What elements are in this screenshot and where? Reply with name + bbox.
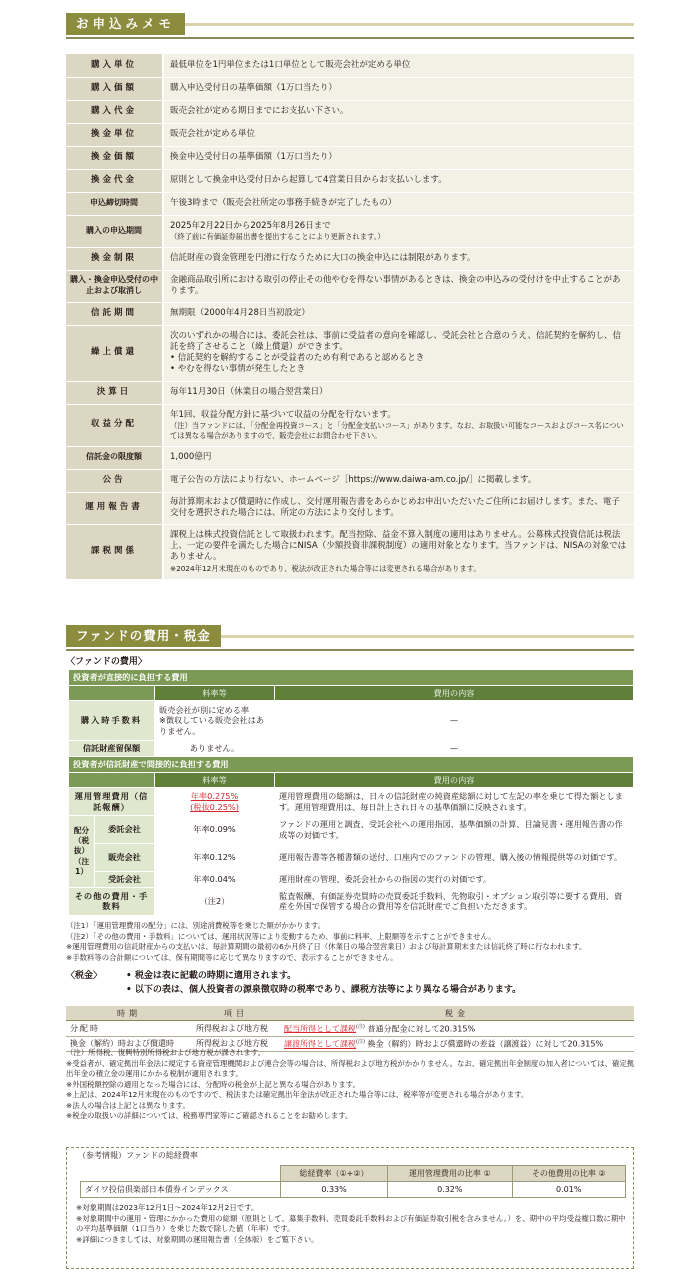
- note: （注2）「その他の費用・手数料」については、運用状況等により変動するため、事前に料率、上限額等を示すことができません。: [66, 931, 496, 941]
- table-row: [66, 270, 634, 302]
- row-value: 毎計算期末および償還時に作成し、交付運用報告書をあらかじめお申出いただいたご住所にお届けします。また、電子交付を選択された場合には、所定の方法により交付します。: [163, 492, 634, 524]
- table-row: [66, 469, 634, 492]
- row-label: 信託期間: [66, 302, 163, 325]
- column-header: 総経費率（①+②）: [281, 1166, 388, 1182]
- row-label: 購入単位: [66, 54, 163, 77]
- period-note: （終了前に有価証券届出書を提出することにより更新されます。）: [170, 231, 385, 241]
- row-value: [163, 524, 634, 579]
- row-label: 換金単位: [66, 123, 163, 146]
- desc-cell: 監査報酬、有価証券売買時の売買委託手数料、先物取引・オプション取引等に要する費用、資産を外国で保管する場合の費用等を信託財産でご負担いただきます。: [275, 887, 634, 915]
- table-row: [69, 887, 634, 915]
- other-cost-ratio: 0.01%: [512, 1182, 626, 1198]
- table-row: [66, 77, 634, 100]
- blank-cell: [81, 1166, 281, 1182]
- table-row: [69, 741, 634, 757]
- tax-type: 譲渡所得として課税: [284, 1039, 356, 1049]
- note-mark: (注): [356, 1023, 365, 1030]
- tax-intro: [66, 970, 521, 997]
- table-row: [69, 670, 634, 686]
- table-row: [69, 844, 634, 872]
- column-header: 時期: [66, 1006, 192, 1021]
- table-row: [66, 302, 634, 325]
- row-label: 申込締切時間: [66, 192, 163, 215]
- row-label: 購入代金: [66, 100, 163, 123]
- table-row: [81, 1182, 626, 1198]
- tax-table: [66, 1006, 634, 1052]
- note: ※受益者が、確定拠出年金法に規定する資産管理機関および連合会等の場合は、所得税および地方税がかかりません。なお、確定拠出年金制度の加入者については、確定拠出年金の積立金の運用にかかる税制が適用されます。: [66, 1058, 635, 1079]
- note: ※対象期間中の運用・管理にかかった費用の総額（原則として、募集手数料、売買委託手数料および有価証券取引税を含みません。）を、期中の平均受益権口数に期中の平均基準価額（1口当り）を乗じた数で除した値（年率）です。: [76, 1213, 626, 1234]
- tax-item: 所得税および地方税: [192, 1036, 280, 1052]
- tax-time: 分配時: [66, 1021, 192, 1037]
- row-label: 運用報告書: [66, 492, 163, 524]
- tax-type: 配当所得として課税: [284, 1024, 356, 1034]
- note: ※法人の場合は上記とは異なります。: [66, 1100, 190, 1110]
- table-row: [66, 100, 634, 123]
- table-row: [66, 215, 634, 247]
- row-label: 受託会社: [95, 872, 155, 888]
- column-header: 項目: [192, 1006, 280, 1021]
- mgmt-rate: 年率0.275%: [190, 791, 239, 802]
- fund-name: ダイワ投信倶楽部日本債券インデックス: [81, 1182, 281, 1198]
- redemption-bullet: • 信託契約を解約することが受益者のため有利であると認めるとき: [170, 353, 425, 363]
- table-row: [66, 123, 634, 146]
- fee-table: [68, 669, 634, 916]
- table-row: [66, 492, 634, 524]
- rate-cell: 年率0.04%: [155, 872, 275, 888]
- row-label: 購入価額: [66, 77, 163, 100]
- tax-rate-text: 普通分配金に対して20.315%: [367, 1024, 476, 1034]
- row-value: 午後3時まで（販売会社所定の事務手続きが完了したもの）: [163, 192, 634, 215]
- note: ※詳細につきましては、対象期間の運用報告書（全体版）をご覧下さい。: [76, 1234, 319, 1244]
- mgmt-rate-excl-tax: (税抜0.25%): [190, 801, 239, 812]
- row-value: [163, 325, 634, 381]
- row-label: 販売会社: [95, 844, 155, 872]
- table-row: [66, 446, 634, 469]
- header-bar: [185, 23, 634, 26]
- mgmt-fee-ratio: 0.32%: [388, 1182, 512, 1198]
- table-row: [66, 192, 634, 215]
- table-row: [66, 247, 634, 270]
- tax-label: 〈税金〉: [66, 971, 103, 981]
- rate-cell: [155, 788, 275, 816]
- note: ※対象期間は2023年12月1日～2024年12月2日です。: [76, 1203, 259, 1212]
- row-label: 換金制限: [66, 247, 163, 270]
- tax-text: 課税上は株式投資信託として取扱われます。配当控除、益金不算入制度の適用はありません。公募株式投資信託は税法上、一定の要件を満たした場合にNISA（少額投資非課税制度）の適用対象となります。当ファンドは、NISAの対象ではありません。: [170, 529, 627, 563]
- distribution-text: 年1回、収益分配方針に基づいて収益の分配を行ないます。: [170, 409, 396, 420]
- table-row: [69, 756, 634, 772]
- period-text: 2025年2月22日から2025年8月26日まで: [170, 220, 331, 231]
- row-label: 公告: [66, 469, 163, 492]
- header-bar: [221, 635, 634, 638]
- note: ※運用管理費用の信託財産からの支払いは、毎計算期間の最初の6か月終了日（休業日の場合翌営業日）および毎計算期末または信託終了時に行なわれます。: [66, 942, 587, 952]
- tax-rate-text: 換金（解約）時および償還時の差益（譲渡益）に対して20.315%: [367, 1039, 604, 1049]
- row-value: [163, 215, 634, 247]
- row-value: 無期限（2000年4月28日当初設定）: [163, 302, 634, 325]
- column-header: 費用の内容: [275, 772, 634, 788]
- memo-section-title: お申込みメモ: [66, 13, 185, 35]
- note-mark: (注): [356, 1039, 365, 1046]
- rate-cell: 販売会社が別に定める率 ※徴収している販売会社はありません。: [155, 701, 275, 741]
- row-value: 電子公告の方法により行ない、ホームページ［https://www.daiwa-am.co.jp/］に掲載します。: [163, 469, 634, 492]
- table-row: [69, 685, 634, 701]
- row-label: 信託財産留保額: [69, 741, 155, 757]
- table-row: [66, 404, 634, 446]
- blank-cell: [69, 685, 155, 701]
- row-label: 購入の申込期間: [66, 215, 163, 247]
- row-value: 換金申込受付日の基準価額（1万口当たり）: [163, 146, 634, 169]
- tax-note: ※2024年12月末現在のものであり、税法が改正された場合等には変更される場合があります。: [170, 563, 481, 573]
- tax-item: 所得税および地方税: [192, 1021, 280, 1037]
- note: ※税金の取扱いの詳細については、税務専門家等にご確認されることをお勧めします。: [66, 1111, 353, 1121]
- row-label: 運用管理費用（信託報酬）: [69, 788, 155, 816]
- row-label: 収益分配: [66, 404, 163, 446]
- table-row: [81, 1166, 626, 1182]
- table-row: [66, 524, 634, 579]
- rate-cell: 年率0.09%: [155, 816, 275, 844]
- column-header: 税金: [280, 1006, 634, 1021]
- row-value: 毎年11月30日（休業日の場合翌営業日）: [163, 381, 634, 404]
- table-row: [69, 772, 634, 788]
- row-label: 決算日: [66, 381, 163, 404]
- note: ※手数料等の合計額については、保有期間等に応じて異なりますので、表示することができません。: [66, 952, 398, 962]
- note: ※上記は、2024年12月末現在のものですので、税法または確定拠出年金法が改正された場合等には、税率等が変更される場合があります。: [66, 1090, 529, 1100]
- distribution-note: （注）当ファンドには、「分配金再投資コース」と「分配金支払いコース」があります。なお、お取扱い可能なコースおよびコース名については異なる場合がありますので、販売会社にお問合わせ下さい。: [170, 420, 624, 440]
- row-value: 販売会社が定める単位: [163, 123, 634, 146]
- desc-cell: 運用財産の管理、委託会社からの指図の実行の対価です。: [275, 872, 634, 888]
- fee-notes: [66, 921, 636, 963]
- table-row: [66, 1006, 634, 1021]
- desc-cell: —: [275, 701, 634, 741]
- direct-cost-header: 投資者が直接的に負担する費用: [69, 670, 634, 686]
- column-header: 料率等: [155, 685, 275, 701]
- rate-cell: （注2）: [155, 887, 275, 915]
- column-header: 運用管理費用の比率 ①: [388, 1166, 512, 1182]
- table-row: [69, 788, 634, 816]
- divider: [66, 649, 634, 651]
- desc-cell: 運用報告書等各種書類の送付、口座内でのファンドの管理、購入後の情報提供等の対価です。: [275, 844, 634, 872]
- row-label: 購入時手数料: [69, 701, 155, 741]
- table-row: [66, 169, 634, 192]
- redemption-text: 次のいずれかの場合には、委託会社は、事前に受益者の意向を確認し、受託会社と合意のうえ、信託契約を解約し、信託を終了させること（繰上償還）ができます。: [170, 330, 622, 352]
- row-label: 購入・換金申込受付の中止および取消し: [66, 270, 163, 302]
- tax-time: 換金（解約）時および償還時: [66, 1036, 192, 1052]
- rate-cell: 年率0.12%: [155, 844, 275, 872]
- memo-section-header: [66, 13, 634, 35]
- table-row: [66, 381, 634, 404]
- desc-cell: 運用管理費用の総額は、日々の信託財産の純資産総額に対して左記の率を乗じて得た額とします。運用管理費用は、毎日計上され日々の基準価額に反映されます。: [275, 788, 634, 816]
- row-label: 信託金の限度額: [66, 446, 163, 469]
- reference-table: [80, 1165, 626, 1198]
- total-expense-ratio: 0.33%: [281, 1182, 388, 1198]
- row-value: 最低単位を1円単位または1口単位として販売会社が定める単位: [163, 54, 634, 77]
- tax-line: • 以下の表は、個人投資者の源泉徴収時の税率であり、課税方法等により異なる場合があります。: [126, 984, 522, 995]
- table-row: [66, 146, 634, 169]
- column-header: その他費用の比率 ②: [512, 1166, 626, 1182]
- rate-cell: ありません。: [155, 741, 275, 757]
- row-value: 販売会社が定める期日までにお支払い下さい。: [163, 100, 634, 123]
- row-value: 1,000億円: [163, 446, 634, 469]
- table-row: [66, 54, 634, 77]
- desc-cell: —: [275, 741, 634, 757]
- note: （注1）「運用管理費用の配分」には、別途消費税等を乗じた額がかかります。: [66, 921, 326, 930]
- table-row: [69, 701, 634, 741]
- table-row: [69, 872, 634, 888]
- row-value: 金融商品取引所における取引の停止その他やむを得ない事情があるときは、換金の申込みの受付けを中止することがあります。: [163, 270, 634, 302]
- row-value: 原則として換金申込受付日から起算して4営業日目からお支払いします。: [163, 169, 634, 192]
- row-label: 課税関係: [66, 524, 163, 579]
- fee-subtitle: 〈ファンドの費用〉: [66, 657, 147, 667]
- note: （注）所得税、復興特別所得税および地方税が課されます。: [66, 1048, 265, 1057]
- tax-notes: [66, 1048, 636, 1122]
- tax-line: • 税金は表に記載の時期に適用されます。: [126, 971, 297, 981]
- row-label: 繰上償還: [66, 325, 163, 381]
- fee-section-title: ファンドの費用・税金: [66, 625, 221, 647]
- row-label: 委託会社: [95, 816, 155, 844]
- allocation-label: 配分（税抜）（注1）: [69, 816, 95, 888]
- reference-notes: [76, 1203, 626, 1245]
- fee-section-header: [66, 625, 634, 647]
- indirect-cost-header: 投資者が信託財産で間接的に負担する費用: [69, 756, 634, 772]
- column-header: 費用の内容: [275, 685, 634, 701]
- row-label: 換金価額: [66, 146, 163, 169]
- row-label: 換金代金: [66, 169, 163, 192]
- table-row: [66, 1021, 634, 1037]
- column-header: 料率等: [155, 772, 275, 788]
- note: ※外国税額控除の適用となった場合には、分配時の税金が上記と異なる場合があります。: [66, 1079, 360, 1089]
- row-value: [163, 404, 634, 446]
- table-row: [69, 816, 634, 844]
- divider: [66, 37, 634, 39]
- desc-cell: ファンドの運用と調査、受託会社への運用指図、基準価額の計算、目論見書・運用報告書の作成等の対価です。: [275, 816, 634, 844]
- redemption-bullet: • やむを得ない事情が発生したとき: [170, 364, 306, 375]
- row-value: 購入申込受付日の基準価額（1万口当たり）: [163, 77, 634, 100]
- memo-table: [66, 54, 634, 580]
- row-value: 信託財産の資金管理を円滑に行なうために大口の換金申込には制限があります。: [163, 247, 634, 270]
- reference-title: （参考情報）ファンドの総経費率: [78, 1151, 198, 1160]
- blank-cell: [69, 772, 155, 788]
- row-label: その他の費用・手数料: [69, 887, 155, 915]
- table-row: [66, 325, 634, 381]
- tax-value: [280, 1021, 634, 1037]
